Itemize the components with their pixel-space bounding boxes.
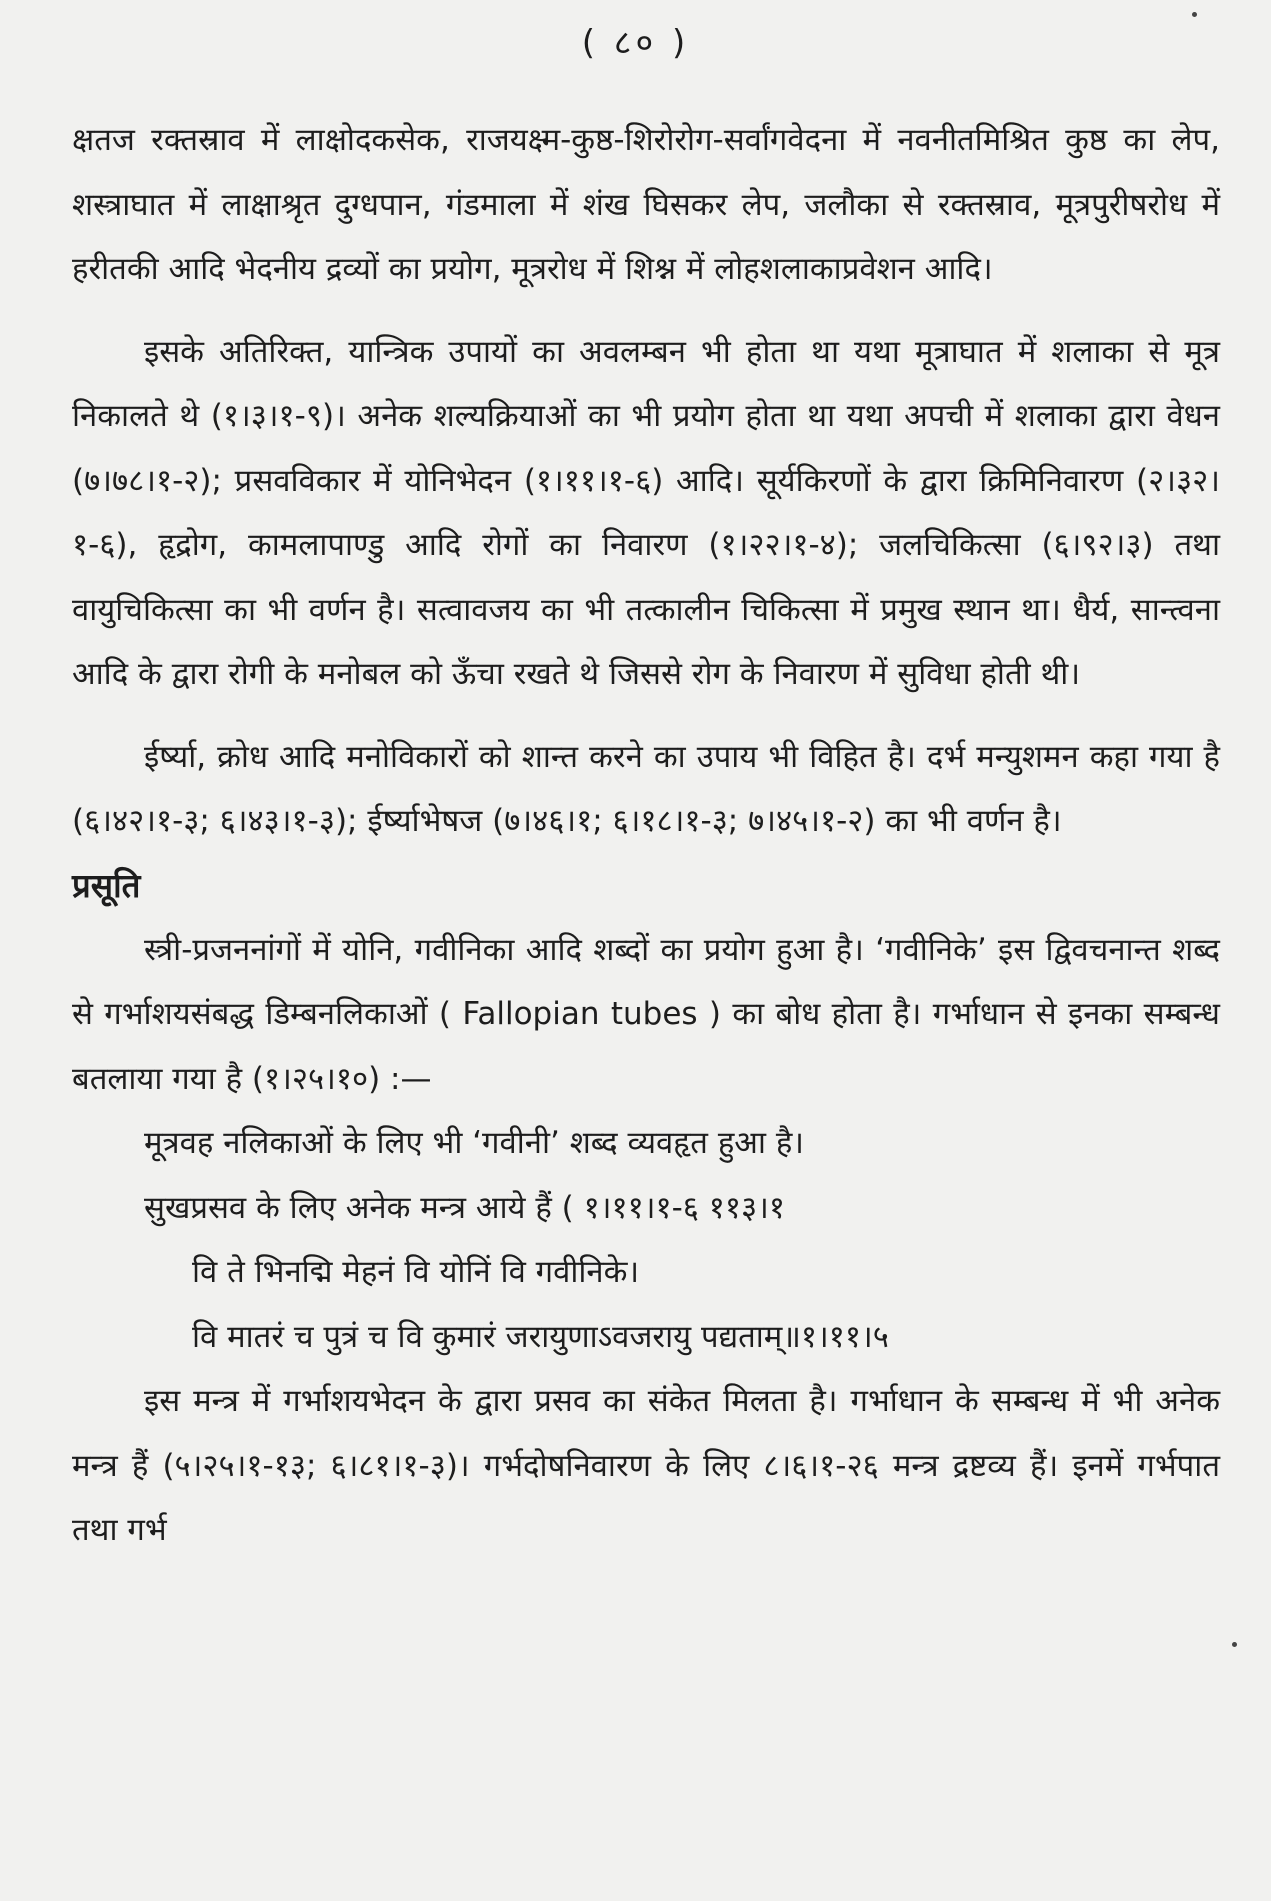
note-urinary-tubes: मूत्रवह नलिकाओं के लिए भी ‘गवीनी’ शब्द व्यवहृत हुआ है। xyxy=(144,1125,805,1161)
paragraph-treatments: क्षतज रक्तस्राव में लाक्षोदकसेक, राजयक्ष्म-कुष्ठ-शिरोरोग-सर्वांगवेदना में नवनीतमिश्रित कुष्ठ का लेप, शस्त्राघात में लाक्षाश्रृत दुग्धपान, गंडमाला में शंख घिसकर लेप, जलौका से रक्तस्राव, मूत्रपुरीषरोध में हरीतकी आदि भेदनीय द्रव्यों का प्रयोग, मूत्ररोध में शिश्न में लोहशलाकाप्रवेशन आदि। xyxy=(72,122,1220,287)
mantra-verse-line-1: वि ते भिनद्मि मेहनं वि योनिं वि गवीनिके। xyxy=(192,1254,640,1290)
body-text xyxy=(72,108,1220,1563)
paragraph-conception: इस मन्त्र में गर्भाशयभेदन के द्वारा प्रसव का संकेत मिलता है। गर्भाधान के सम्बन्ध में भी अनेक मन्त्र हैं (५।२५।१-१३; ६।८१।१-३)। गर्भदोषनिवारण के लिए ८।६।१-२६ मन्त्र द्रष्टव्य हैं। इनमें गर्भपात तथा गर्भ xyxy=(72,1383,1220,1548)
section-heading: प्रसूति xyxy=(72,865,141,905)
paragraph-mental-disorders: ईर्ष्या, क्रोध आदि मनोविकारों को शान्त करने का उपाय भी विहित है। दर्भ मन्युशमन कहा गया है (६।४२।१-३; ६।४३।१-३); ईर्ष्याभेषज (७।४६।१; ६।१८।१-३; ७।४५।१-२) का भी वर्णन है। xyxy=(72,738,1220,839)
paragraph-reproductive-organs: स्त्री-प्रजननांगों में योनि, गवीनिका आदि शब्दों का प्रयोग हुआ है। ‘गवीनिके’ इस द्विवचनान्त शब्द से गर्भाशयसंबद्ध डिम्बनलिकाओं ( Fallopian tubes ) का बोध होता है। गर्भाधान से इनका सम्बन्ध बतलाया गया है (१।२५।१०) :— xyxy=(72,931,1220,1097)
paragraph-mechanical-methods: इसके अतिरिक्त, यान्त्रिक उपायों का अवलम्बन भी होता था यथा मूत्राघात में शलाका से मूत्र निकालते थे (१।३।१-९)। अनेक शल्यक्रियाओं का भी प्रयोग होता था यथा अपची में शलाका द्वारा वेधन (७।७८।१-२); प्रसवविकार में योनिभेदन (१।११।१-६) आदि। सूर्यकिरणों के द्वारा क्रिमिनिवारण (२।३२।१-६), हृद्रोग, कामलापाण्डु आदि रोगों का निवारण (१।२२।१-४); जलचिकित्सा (६।९२।३) तथा वायुचिकित्सा का भी वर्णन है। सत्वावजय का भी तत्कालीन चिकित्सा में प्रमुख स्थान था। धैर्य, सान्त्वना आदि के द्वारा रोगी के मनोबल को ऊँचा रखते थे जिससे रोग के निवारण में सुविधा होती थी। xyxy=(72,333,1220,692)
note-easy-delivery: सुखप्रसव के लिए अनेक मन्त्र आये हैं ( १।११।१-६ ११३।१ xyxy=(144,1189,785,1226)
ink-speck xyxy=(1192,12,1197,17)
page-number: ( ८० ) xyxy=(581,23,690,63)
mantra-verse-line-2: वि मातरं च पुत्रं च वि कुमारं जरायुणाऽवजरायु पद्यताम्॥१।११।५ xyxy=(192,1318,889,1355)
ink-speck xyxy=(1232,1642,1237,1647)
